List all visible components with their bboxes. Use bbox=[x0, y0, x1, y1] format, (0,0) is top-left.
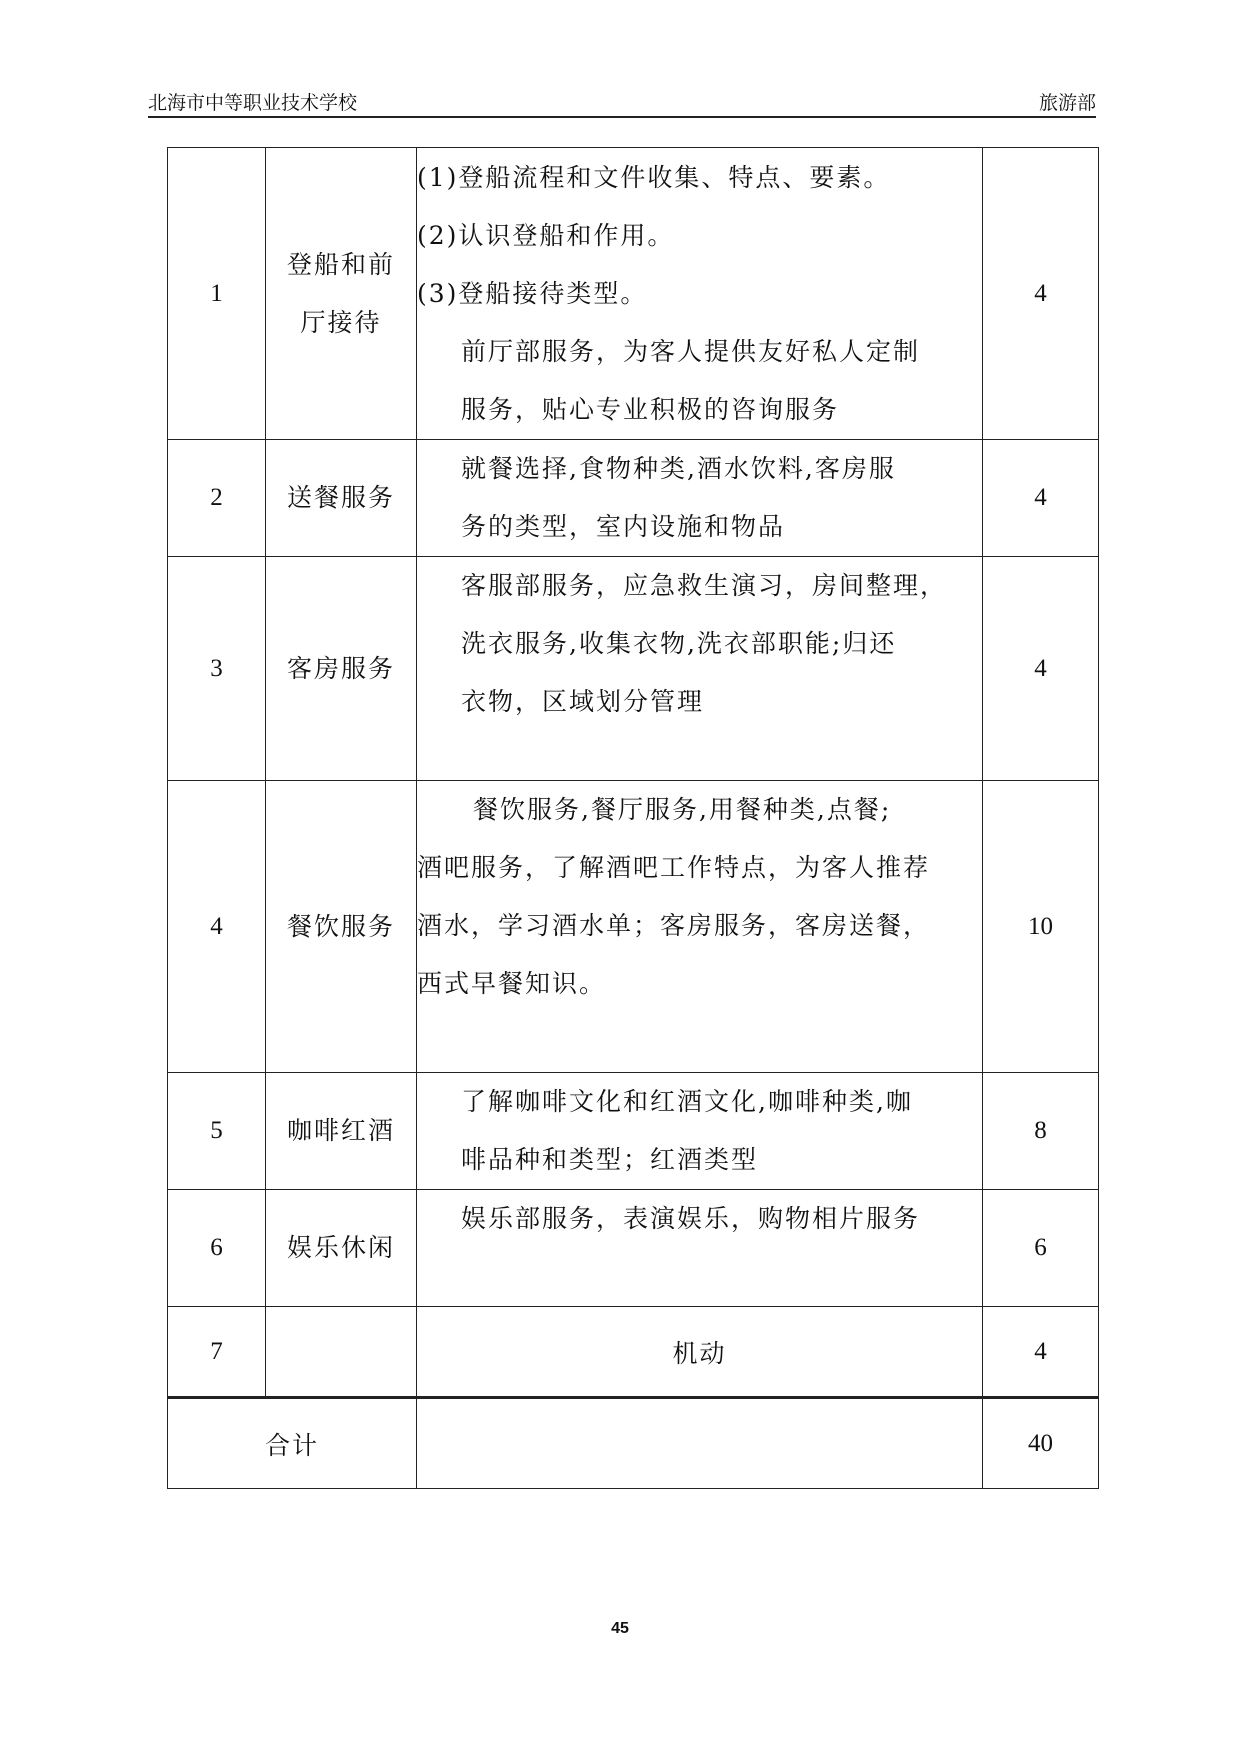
module-content: 机动 bbox=[417, 1307, 983, 1398]
table-row bbox=[168, 148, 1099, 440]
table-row bbox=[168, 1190, 1099, 1307]
module-hours: 6 bbox=[983, 1190, 1099, 1307]
module-name: 客房服务 bbox=[266, 557, 417, 781]
total-row bbox=[168, 1398, 1099, 1489]
row-number: 1 bbox=[168, 148, 266, 440]
module-content: 餐饮服务,餐厅服务,用餐种类,点餐; 酒吧服务，了解酒吧工作特点，为客人推荐 酒水，学习酒水单；客房服务，客房送餐， 西式早餐知识。 bbox=[417, 781, 983, 1073]
module-content: 客服部服务，应急救生演习，房间整理， 洗衣服务,收集衣物,洗衣部职能;归还 衣物，区域划分管理 bbox=[417, 557, 983, 781]
page-number: 45 bbox=[611, 1620, 629, 1637]
module-name: 咖啡红酒 bbox=[266, 1073, 417, 1190]
school-name: 北海市中等职业技术学校 bbox=[148, 92, 358, 114]
page-header bbox=[148, 84, 1096, 118]
module-content: 娱乐部服务，表演娱乐，购物相片服务 bbox=[417, 1190, 983, 1307]
course-schedule-table bbox=[167, 147, 1099, 1489]
module-content: 了解咖啡文化和红酒文化,咖啡种类,咖 啡品种和类型；红酒类型 bbox=[417, 1073, 983, 1190]
module-content: (1)登船流程和文件收集、特点、要素。 (2)认识登船和作用。 (3)登船接待类型。 前厅部服务，为客人提供友好私人定制 服务，贴心专业积极的咨询服务 bbox=[417, 148, 983, 440]
table-row bbox=[168, 781, 1099, 1073]
table-row bbox=[168, 1073, 1099, 1190]
total-label: 合计 bbox=[168, 1398, 417, 1489]
table-row bbox=[168, 440, 1099, 557]
table-row bbox=[168, 557, 1099, 781]
department-name: 旅游部 bbox=[1038, 92, 1096, 114]
module-name: 送餐服务 bbox=[266, 440, 417, 557]
module-name: 娱乐休闲 bbox=[266, 1190, 417, 1307]
module-hours: 4 bbox=[983, 440, 1099, 557]
module-hours: 8 bbox=[983, 1073, 1099, 1190]
module-name: 登船和前 厅接待 bbox=[266, 148, 417, 440]
row-number: 4 bbox=[168, 781, 266, 1073]
module-name bbox=[266, 1307, 417, 1398]
row-number: 5 bbox=[168, 1073, 266, 1190]
row-number: 7 bbox=[168, 1307, 266, 1398]
row-number: 3 bbox=[168, 557, 266, 781]
module-name: 餐饮服务 bbox=[266, 781, 417, 1073]
module-hours: 4 bbox=[983, 557, 1099, 781]
module-content: 就餐选择,食物种类,酒水饮料,客房服 务的类型，室内设施和物品 bbox=[417, 440, 983, 557]
table-row bbox=[168, 1307, 1099, 1398]
row-number: 6 bbox=[168, 1190, 266, 1307]
total-hours: 40 bbox=[983, 1398, 1099, 1489]
module-hours: 4 bbox=[983, 148, 1099, 440]
module-hours: 4 bbox=[983, 1307, 1099, 1398]
total-content bbox=[417, 1398, 983, 1489]
row-number: 2 bbox=[168, 440, 266, 557]
module-hours: 10 bbox=[983, 781, 1099, 1073]
